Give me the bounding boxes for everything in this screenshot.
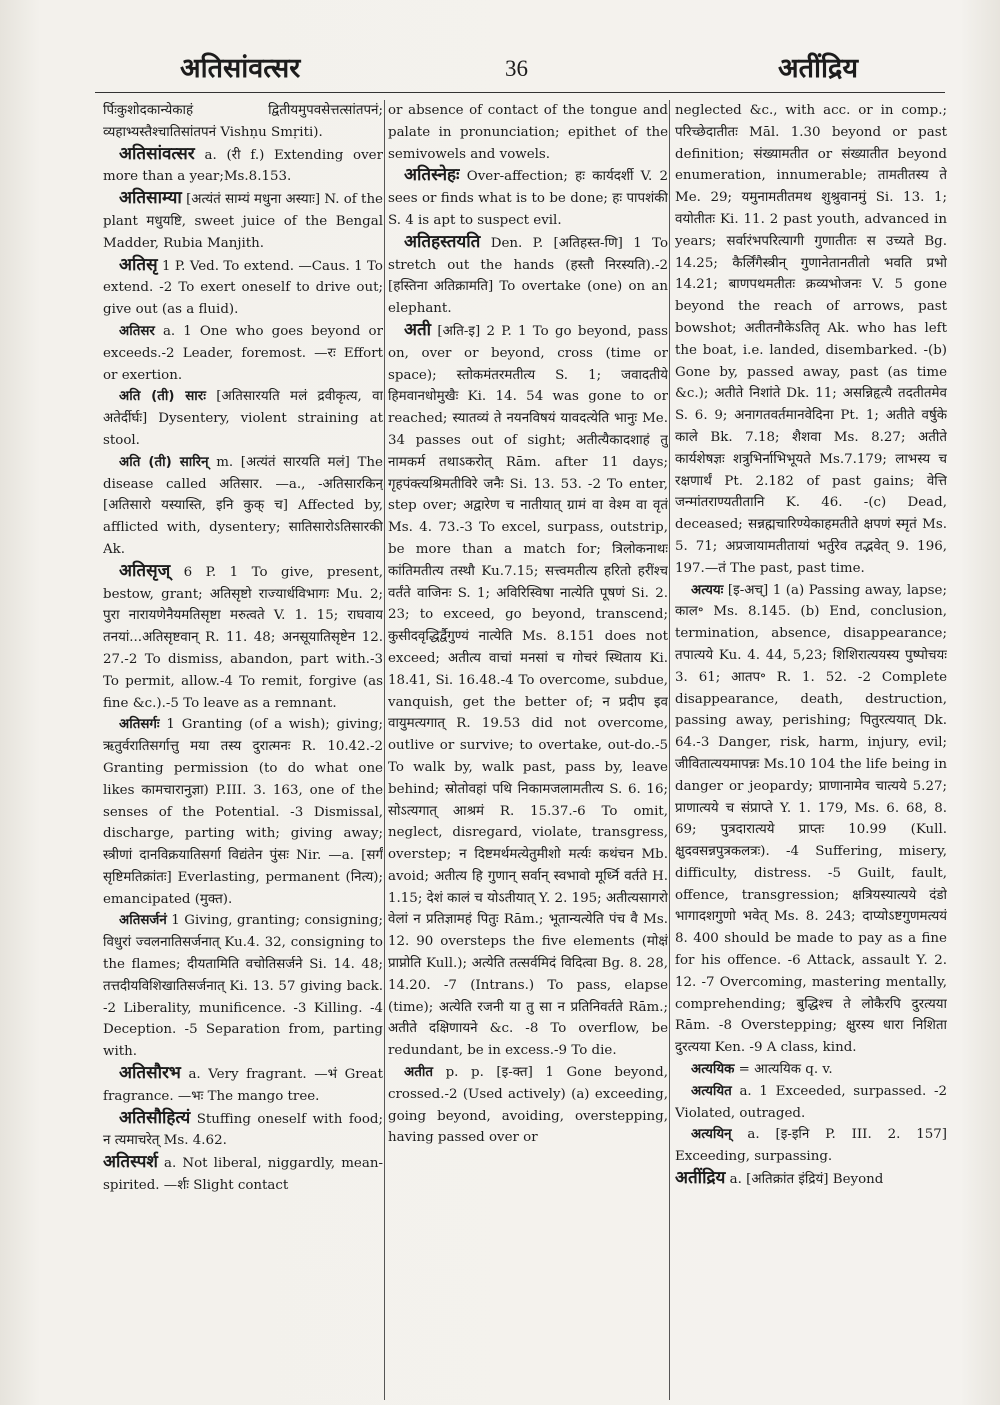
- entry-body: Den. P. [अतिहस्त-णि] 1 To stretch out the hands (हस्तौ निरस्यति).-2 [हस्तिना अतिक्रामति] To overtake (one) on an elephant.: [388, 235, 668, 317]
- entry-body: p. p. [इ-क्त] 1 Gone beyond, crossed.-2 (Used actively) (a) exceeding, going beyond, avoiding, overstepping, having passed over or: [388, 1065, 668, 1146]
- left-running-headword: अतिसांवत्सर: [180, 53, 301, 84]
- dictionary-entry: [103, 1152, 383, 1197]
- dictionary-entry: [675, 580, 947, 1060]
- entry-body: [इ-अच्] 1 (a) Passing away, lapse; काल॰ Ms. 8.145. (b) End, conclusion, termination, absence, disappearance; तपात्यये Ku. 4. 44, 5,23; शिशिरात्ययस्य पुष्पोचयः 3. 61; आतप॰ R. 1. 52. -2 Complete disappearance, death, destruction, passing away, perishing; पितुरत्ययात् Dk. 64.-3 Danger, risk, harm, injury, evil; जीवितात्ययमापन्नः Ms.10 104 the life being in danger or jeopardy; प्राणानामेव चात्यये 5.27; प्राणात्यये च संप्राप्ते Y. 1. 179, Ms. 6. 68, 8. 69; पुत्रदारात्यये प्राप्तः 10.99 (Kull. क्षुदवसन्नपुत्रकलत्रः). -4 Suffering, misery, difficulty, distress. -5 Guilt, fault, offence, transgression; क्षत्रियस्यात्यये दंडो भागादशगुणो भवेत् Ms. 8. 243; दाप्योऽष्टगुणमत्ययं 8. 400 should be made to pay as a fine for his offence. -6 Attack, assault Y. 2. 12. -7 Overcoming, mastering mentally, comprehending; बुद्धिश्च ते लोकैरपि दुरत्यया Rām. -8 Overstepping; क्षुरस्य धारा निशिता दुरत्यया Ken. -9 A class, kind.: [675, 582, 947, 1056]
- entry-body: neglected &c., with acc. or in comp.; परिच्छेदातीतः Māl. 1.30 beyond or past definition; संख्यामतीत or संख्यातीत beyond enumeration, innumerable; तामतीतस्य ते Me. 29; यमुनामतीतमथ शुश्रुवानमुं Si. 13. 1; वयोतीतः Ki. 11. 2 past youth, advanced in years; सर्वारंभपरित्यागी गुणातीतः स उच्यते Bg. 14.25; कैर्लिंगैस्त्रीन् गुणानेतानतीतो भवति प्रभो 14.21; बाणपथमतीतः क्रव्यभोजनः V. 5 gone beyond the reach of arrows, past bowshot; अतीतनौकेऽतितृ Ak. who has left the boat, i.e. landed, disembarked. -(b) Gone by, passed away, past (as time &c.); अतीते निशांते Dk. 11; असन्निहृत्यै तदतीतमेव S. 6. 9; अनागतवर्तमानवेदिना Pt. 1; अतीते वर्षुके काले Bk. 7.18; शैशवा Ms. 8.27; अतीते कार्यशेषज्ञः शत्रुभिर्नाभिभूयते Ms.7.179; लाभस्य च रक्षणार्थं Pt. 2.182 of past gains; वेत्ति जन्मांतराण्यतीतानि K. 46. -(c) Dead, deceased; सन्नह्मचारिण्येकाहमतीते क्षपणं स्मृतं Ms. 5. 71; अप्रजायामतीतायां भर्तुरेव तद्भवेत् 9. 196, 197.—तं The past, past time.: [675, 103, 947, 576]
- entry-body: 1 P. Ved. To extend. —Caus. 1 To extend. -2 To exert oneself to drive out; give out (as a fluid).: [103, 258, 383, 318]
- entry-body: 1 Giving, granting; consigning; विधुरां ज्वलनातिसर्जनात् Ku.4. 32, consigning to the flames; दीयतामिति वचोतिसर्जने Si. 14. 48; तत्तदीयविशिखातिसर्जनात् Ki. 13. 57 giving back. -2 Liberality, munificence. -3 Killing. -4 Deception. -5 Separation from, parting with.: [103, 913, 383, 1060]
- entry-body: [अत्यंतं साम्यं मधुना अस्याः] N. of the plant मधुयष्टि, sweet juice of the Bengal Madder, Rubia Manjith.: [103, 192, 383, 251]
- entry-body: a. (री f.) Extending over more than a year;Ms.8.153.: [103, 147, 383, 185]
- dictionary-entry: [388, 1062, 668, 1149]
- dictionary-entry: [388, 100, 668, 165]
- entry-headword: अतिसृ: [119, 254, 158, 275]
- entry-headword: अतिस्पर्श: [103, 1152, 158, 1173]
- entry-headword: अतिसर्गः: [119, 717, 160, 733]
- entry-headword: अतिहस्तयति: [404, 231, 481, 252]
- dictionary-entry: [103, 561, 383, 715]
- entry-body: or absence of contact of the tongue and palate in pronunciation; epithet of the semivowels and vowels.: [388, 103, 668, 162]
- entry-headword: अतिसृज्: [119, 560, 171, 581]
- dictionary-entry: [675, 1081, 947, 1125]
- entry-headword: अति (ती) सारिन्: [119, 454, 209, 470]
- dictionary-entry: [103, 144, 383, 189]
- dictionary-entry: [675, 1124, 947, 1168]
- dictionary-entry: [103, 714, 383, 910]
- dictionary-entry: [388, 165, 668, 231]
- entry-body: 6 P. 1 To give, present, bestow, grant; अतिसृष्टो राज्यार्धविभागः Mu. 2; पुरा नारायणेनैयमतिसृष्टा मरुत्वते V. 1. 15; राघवाय तनयां...अतिसृष्टवान् R. 11. 48; अनसूयातिसृष्टेन 12. 27.-2 To dismiss, abandon, part with.-3 To permit, allow.-4 To remit, forgive (as fine &c.).-5 To leave as a remnant.: [103, 564, 383, 711]
- entry-body: a. [अतिक्रांत इंद्रियं] Beyond: [729, 1172, 884, 1188]
- entry-headword: अतिसर: [119, 323, 155, 339]
- entry-body: = आत्ययिक q. v.: [738, 1062, 833, 1078]
- dictionary-entry: [103, 100, 383, 144]
- entry-body: a. [इ-इनि P. III. 2. 157] Exceeding, surpassing.: [675, 1127, 947, 1165]
- entry-headword: अतिसर्जनं: [119, 913, 167, 929]
- dictionary-entry: [103, 452, 383, 561]
- dictionary-entry: [103, 1063, 383, 1108]
- entry-body: a. Very fragrant. —भं Great fragrance. —भः The mango tree.: [103, 1067, 383, 1104]
- entry-body: [अतिसारयति मलं द्रवीकृत्य, वा अतेर्दीर्घः] Dysentery, violent straining at stool.: [103, 389, 383, 448]
- entry-body: a. 1 One who goes beyond or exceeds.-2 Leader, foremost. —रः Effort or exertion.: [103, 323, 383, 383]
- dictionary-entry: [103, 321, 383, 386]
- header-rule: [95, 92, 945, 93]
- entry-body: र्पिःकुशोदकान्येकाहं द्वितीयमुपवसेत्तत्सांतपनं; व्यहाभ्यस्तैश्चातिसांतपनं Vishṇu Smṛiti).: [103, 103, 383, 140]
- dictionary-entry: [103, 255, 383, 321]
- entry-body: a. Not liberal, niggardly, mean-spirited. —र्शः Slight contact: [103, 1156, 383, 1194]
- entry-headword: अतिसांवत्सर: [119, 143, 195, 164]
- entry-headword: अत्ययिक: [691, 1062, 735, 1078]
- entry-headword: अतिसौहित्यं: [119, 1107, 191, 1128]
- entry-headword: अति (ती) सारः: [119, 389, 206, 405]
- column-2: [388, 100, 668, 1400]
- dictionary-entry: [103, 1108, 383, 1153]
- column-3: [675, 100, 947, 1400]
- dictionary-entry: [675, 1168, 947, 1191]
- entry-headword: अतीत: [404, 1065, 433, 1081]
- entry-headword: अत्ययिन्: [691, 1127, 732, 1143]
- dictionary-entry: [388, 320, 668, 1062]
- entry-headword: अत्ययित: [691, 1083, 732, 1099]
- entry-headword: अतिसाम्या: [119, 188, 182, 209]
- column-1: [103, 100, 383, 1400]
- entry-headword: अतींद्रिय: [675, 1168, 726, 1189]
- entry-body: Stuffing oneself with food; न त्यमाचरेत् Ms. 4.62.: [103, 1111, 383, 1149]
- entry-body: Over-affection; हः कार्यदर्शी V. 2 sees or finds what is to be done; हः पापशंकी S. 4 is apt to suspect evil.: [388, 169, 668, 228]
- column-separator-1: [384, 100, 385, 1400]
- entry-headword: अतिसौरभ: [119, 1063, 181, 1084]
- entry-body: [अति-इ] 2 P. 1 To go beyond, pass on, over or beyond, cross (time or space); स्तोकमंतरमतीत्य S. 1; जवादतीये हिमवानधोमुखैः Ki. 14. 54 was gone to or reached; स्यातव्यं ते नयनविषयं यावदत्येति भानुः Me. 34 passes out of sight; अतीत्यैकादशाहं तु नामकर्म तथाऽकरोत् Rām. after 11 days; गृहपंक्त्यश्रिमतीविरे जनैः Si. 13. 53. -2 To enter, step over; अद्वारेण च नातीयात् ग्रामं वा वेश्म वा वृतं Ms. 4. 73.-3 To excel, surpass, outstrip, be more than a match for; त्रिलोकनाथः कांतिमतीत्य तस्थौ Ku.7.15; सत्त्वमतीत्य हरितो हरींश्च वर्तंते वाजिनः S. 1; अविरिस्विषा नात्येति पूषणं Si. 2. 23; to exceed, go beyond, transcend; कुसीदवृद्धिर्द्वैगुण्यं नात्येति Ms. 8.151 does not exceed; अतीत्य वाचां मनसां च गोचरं स्थिताय Ki. 18.41, Si. 16.48.-4 To overcome, subdue, vanquish, get the better of; न प्रदीप इव वायुमत्यगात् R. 19.53 did not overcome, outlive or survive; to overtake, out-do.-5 To walk by, walk past, pass by, leave behind; स्रोतोवहां पथि निकामजलामतीत्य S. 6. 16; सोऽत्यगात् आश्रमं R. 15.37.-6 To omit, neglect, disregard, violate, transgress, overstep; न दिष्टमर्थमत्येतुमीशो मर्त्यः कथंचन Mb. avoid; अतीत्य हि गुणान् सर्वान् स्वभावो मूर्ध्नि वर्तते H. 1.15; देशं कालं च योऽतीयात् Y. 2. 195; अतीत्यसागरो वेलां न प्रतिज्ञामहं पितुः Rām.; भूतान्यत्येति पंच वै Ms. 12. 90 oversteps the five elements (मोक्षं प्राप्नोति Kull.); अत्येति तत्सर्वमिदं विदित्वा Bg. 8. 28, 14.20. -7 (Intrans.) To pass, elapse (time); अत्येति रजनी या तु सा न प्रतिनिवर्तते Rām.; अतीते दक्षिणायने &c. -8 To overflow, be redundant, be in excess.-9 To die.: [388, 323, 668, 1059]
- right-running-headword: अतींद्रिय: [778, 53, 859, 84]
- entry-body: a. 1 Exceeded, surpassed. -2 Violated, outraged.: [675, 1083, 947, 1121]
- entry-headword: अत्ययः: [691, 582, 724, 598]
- dictionary-entry: [675, 1059, 947, 1081]
- dictionary-entry: [103, 188, 383, 254]
- dictionary-entry: [103, 386, 383, 451]
- page-number: 36: [505, 56, 528, 81]
- column-separator-2: [669, 100, 670, 1400]
- entry-headword: अती: [404, 319, 432, 340]
- page-header: [95, 48, 945, 92]
- dictionary-entry: [675, 100, 947, 580]
- dictionary-entry: [103, 910, 383, 1063]
- dictionary-entry: [388, 232, 668, 320]
- entry-body: m. [अत्यंतं सारयति मलं] The disease called अतिसार. —a., -अतिसारकिन् [अतिसारो यस्यास्ति, इनि कुक् च] Affected by, afflicted with, dysentery; सातिसारोऽतिसारकी Ak.: [103, 454, 383, 557]
- entry-body: 1 Granting (of a wish); giving; ऋतुर्वरातिसर्गात्तु मया तस्य दुरात्मनः R. 10.42.-2 Granting permission (to do what one likes कामचारानुज्ञा) P.III. 3. 163, one of the senses of the Potential. -3 Dismissal, discharge, parting with; giving away; स्त्रीणां दानविक्रयातिसर्गा विद्यंतेन पुंसः Nir. —a. [सर्गं सृष्टिमतिक्रांतः] Everlasting, permanent (नित्य); emancipated (मुक्त).: [103, 717, 383, 907]
- entry-headword: अतिस्नेहः: [404, 165, 460, 186]
